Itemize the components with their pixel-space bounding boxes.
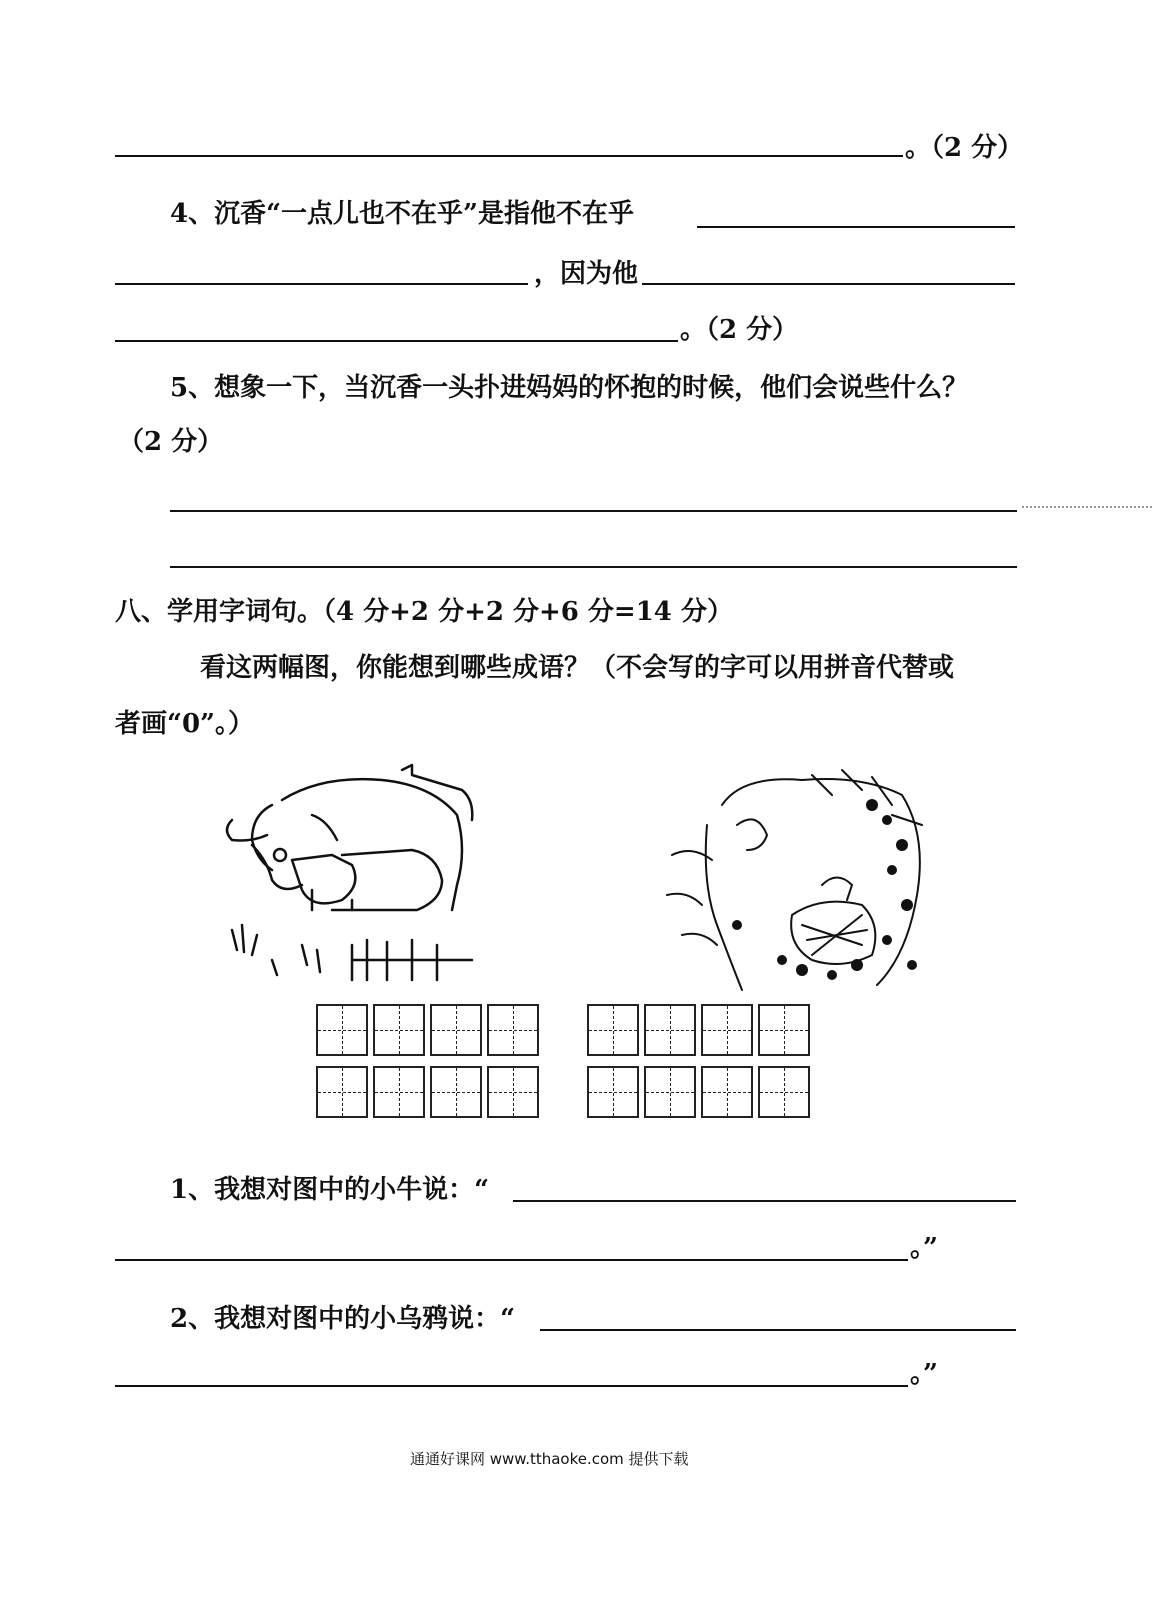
buffalo-calf-illustration xyxy=(212,760,482,985)
section-heading: 八、学用字词句。（4 分+2 分+2 分+6 分=14 分） xyxy=(115,597,733,627)
idiom-grid-left-row2[interactable] xyxy=(316,1066,539,1118)
char-cell[interactable] xyxy=(701,1066,753,1118)
q4-score: 。（2 分） xyxy=(680,315,799,345)
q4-prompt: 4、沉香“一点儿也不在乎”是指他不在乎 xyxy=(170,199,635,229)
answer-line[interactable] xyxy=(540,1329,1016,1331)
instruction-text: 者画“0”。） xyxy=(115,709,255,739)
q5-score: （2 分） xyxy=(118,427,224,457)
q5-prompt: 5、想象一下，当沉香一头扑进妈妈的怀抱的时候，他们会说些什么？ xyxy=(170,373,969,403)
q2-prompt: 2、我想对图中的小乌鸦说：“ xyxy=(170,1304,516,1334)
idiom-grid-right-row2[interactable] xyxy=(587,1066,810,1118)
idiom-grid-right-row1[interactable] xyxy=(587,1004,810,1056)
answer-line[interactable] xyxy=(115,340,678,342)
answer-line[interactable] xyxy=(513,1200,1016,1202)
q1-prompt: 1、我想对图中的小牛说：“ xyxy=(170,1175,490,1205)
char-cell[interactable] xyxy=(316,1004,368,1056)
char-cell[interactable] xyxy=(644,1004,696,1056)
char-cell[interactable] xyxy=(430,1004,482,1056)
instruction-text: 看这两幅图，你能想到哪些成语？（不会写的字可以用拼音代替或 xyxy=(200,653,955,683)
char-cell[interactable] xyxy=(487,1066,539,1118)
q1-end: 。” xyxy=(910,1233,938,1263)
q2-end: 。” xyxy=(910,1359,938,1389)
char-cell[interactable] xyxy=(701,1004,753,1056)
char-cell[interactable] xyxy=(644,1066,696,1118)
answer-line[interactable] xyxy=(115,1385,908,1387)
char-cell[interactable] xyxy=(316,1066,368,1118)
q3-score: 。（2 分） xyxy=(905,133,1024,163)
char-cell[interactable] xyxy=(430,1066,482,1118)
footer-text: 通通好课网 www.tthaoke.com 提供下载 xyxy=(410,1450,689,1468)
char-cell[interactable] xyxy=(487,1004,539,1056)
char-cell[interactable] xyxy=(758,1066,810,1118)
margin-dots xyxy=(1022,506,1152,508)
answer-line[interactable] xyxy=(115,283,528,285)
idiom-grid-left-row1[interactable] xyxy=(316,1004,539,1056)
answer-line[interactable] xyxy=(170,510,1017,512)
char-cell[interactable] xyxy=(587,1004,639,1056)
answer-line[interactable] xyxy=(115,155,903,157)
char-cell[interactable] xyxy=(758,1004,810,1056)
answer-line[interactable] xyxy=(115,1259,908,1261)
answer-line[interactable] xyxy=(642,283,1015,285)
char-cell[interactable] xyxy=(373,1066,425,1118)
char-cell[interactable] xyxy=(373,1004,425,1056)
answer-line[interactable] xyxy=(697,226,1015,228)
crow-nest-illustration xyxy=(662,765,932,995)
char-cell[interactable] xyxy=(587,1066,639,1118)
q4-mid: ，因为他 xyxy=(534,259,639,289)
answer-line[interactable] xyxy=(170,566,1017,568)
